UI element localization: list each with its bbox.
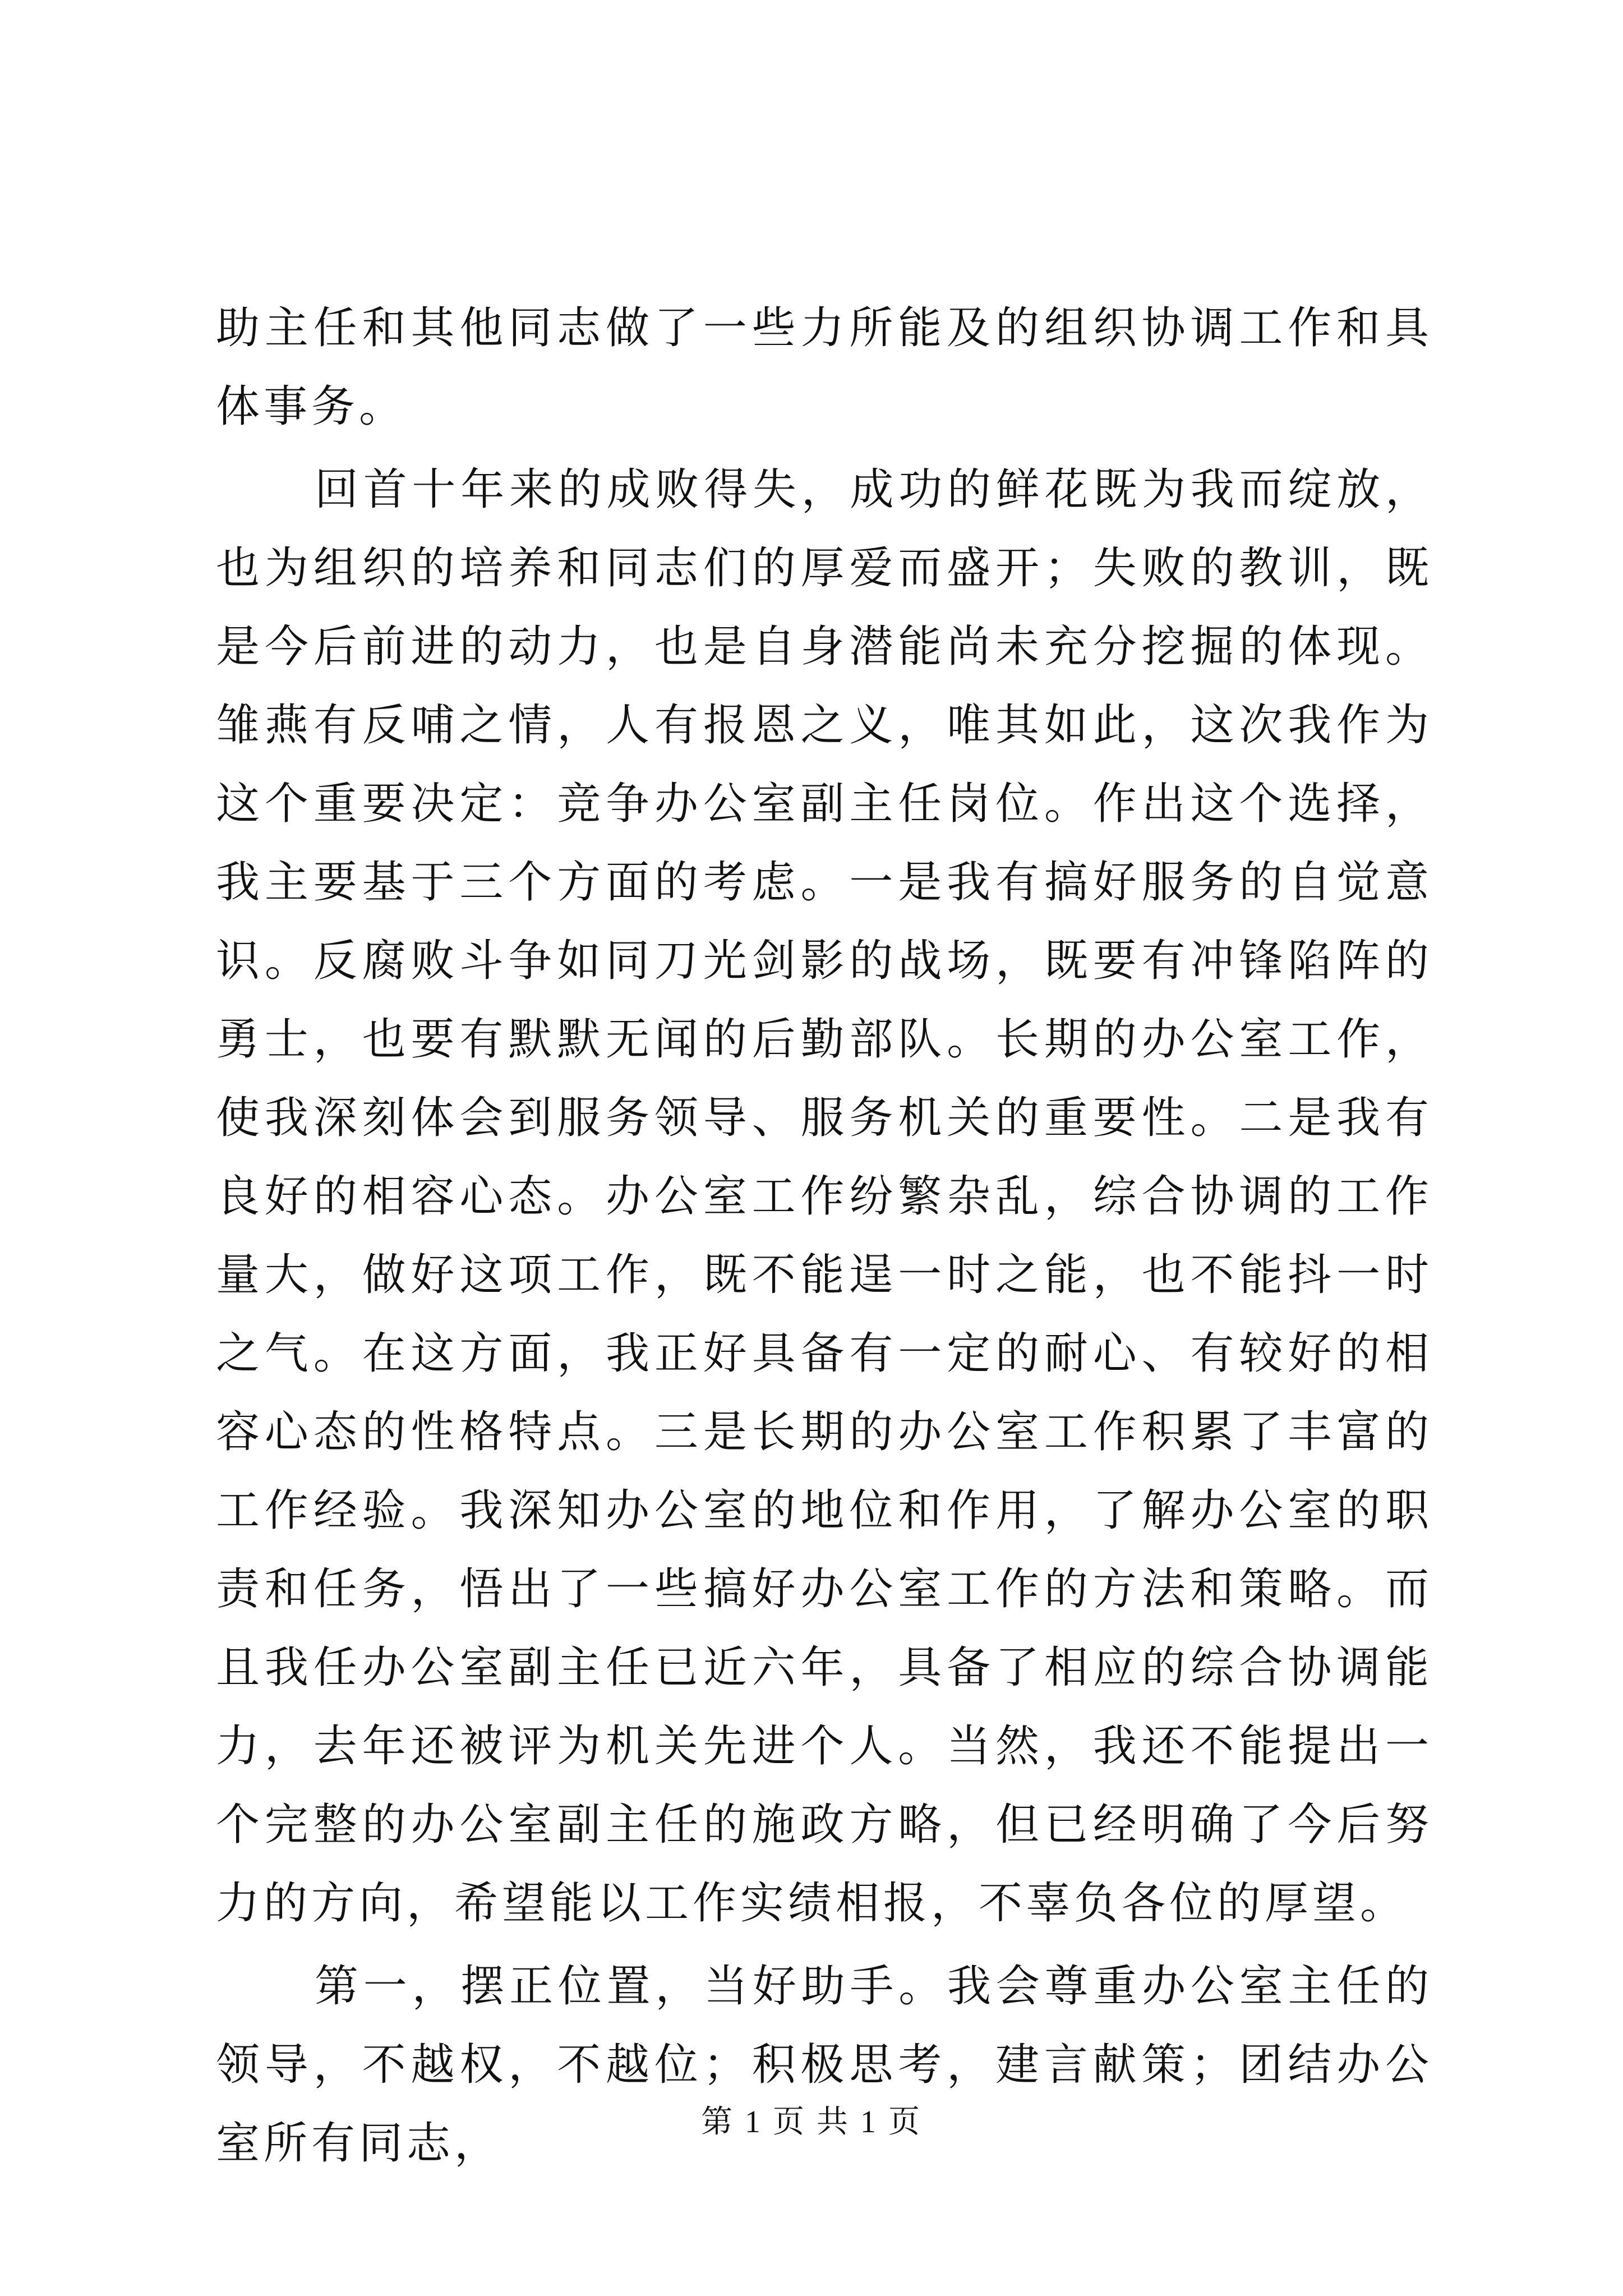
page-number-footer: 第 1 页 共 1 页	[701, 2105, 922, 2139]
paragraph-2: 回首十年来的成败得失，成功的鲜花既为我而绽放，也为组织的培养和同志们的厚爱而盛开；失败的教训，既是今后前进的动力，也是自身潜能尚未充分挖掘的体现。雏燕有反哺之情，人有报恩之义，唯其如此，这次我作为这个重要决定：竞争办公室副主任岗位。作出这个选择，我主要基于三个方面的考虑。一是我有搞好服务的自觉意识。反腐败斗争如同刀光剑影的战场，既要有冲锋陷阵的勇士，也要有默默无闻的后勤部队。长期的办公室工作，使我深刻体会到服务领导、服务机关的重要性。二是我有良好的相容心态。办公室工作纷繁杂乱，综合协调的工作量大，做好这项工作，既不能逞一时之能，也不能抖一时之气。在这方面，我正好具备有一定的耐心、有较好的相容心态的性格特点。三是长期的办公室工作积累了丰富的工作经验。我深知办公室的地位和作用，了解办公室的职责和任务，悟出了一些搞好办公室工作的方法和策略。而且我任办公室副主任已近六年，具备了相应的综合协调能力，去年还被评为机关先进个人。当然，我还不能提出一个完整的办公室副主任的施政方略，但已经明确了今后努力的方向，希望能以工作实绩相报，不辜负各位的厚望。	[216, 464, 1433, 1929]
paragraph-3: 第一，摆正位置，当好助手。我会尊重办公室主任的领导，不越权，不越位；积极思考，建言献策；团结办公室所有同志，	[216, 1961, 1433, 2169]
paragraph-1: 助主任和其他同志做了一些力所能及的组织协调工作和具体事务。	[216, 303, 1433, 432]
document-body	[216, 289, 1433, 2183]
